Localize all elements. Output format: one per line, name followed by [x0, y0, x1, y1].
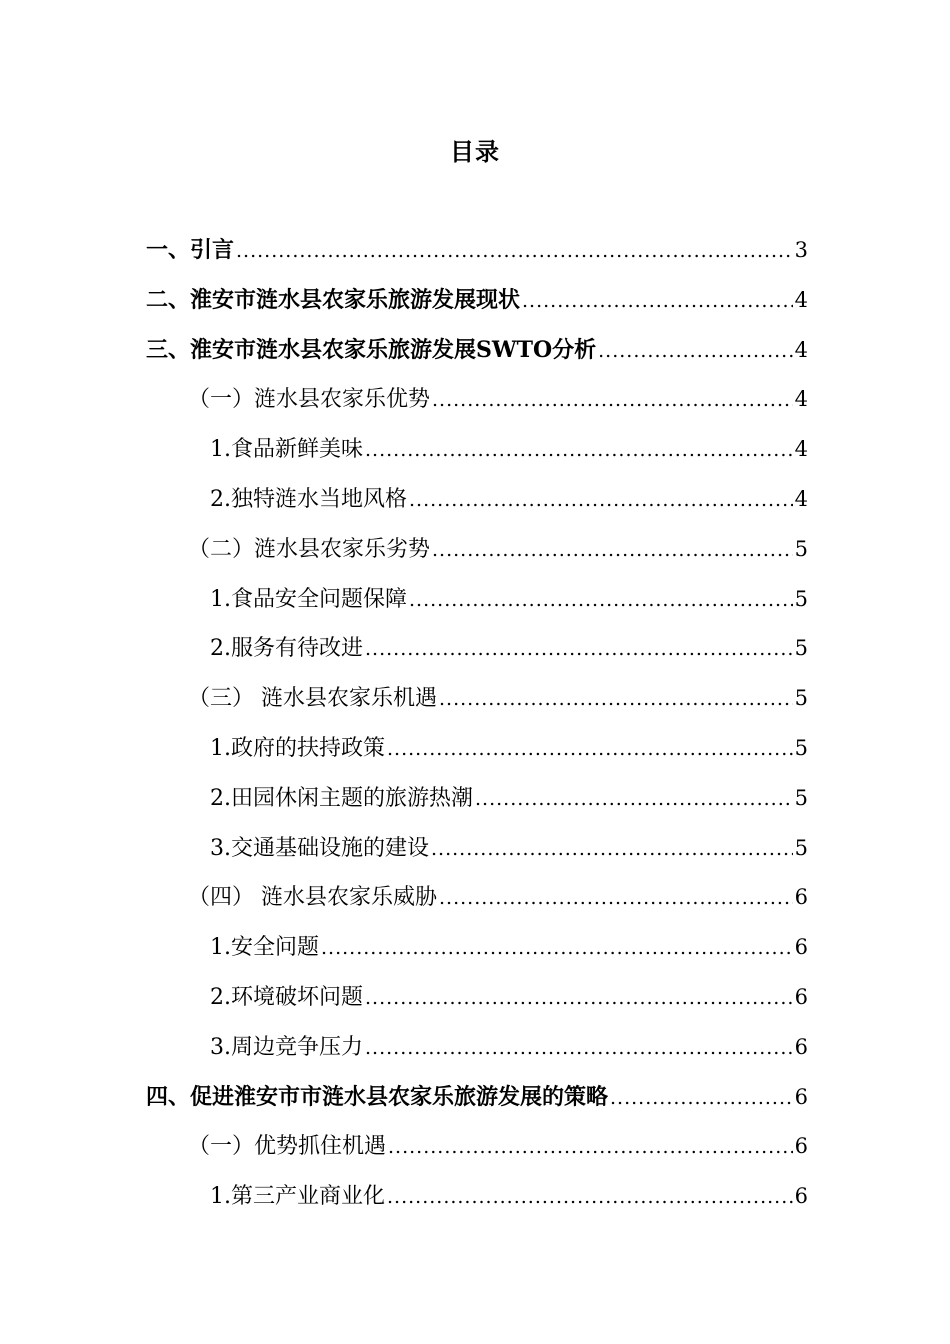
toc-dot-leader: [475, 775, 793, 825]
toc-entry-page-number: 6: [794, 1084, 808, 1109]
toc-entry[interactable]: [146, 375, 808, 425]
toc-dot-leader: [432, 526, 793, 576]
toc-entry-label: 1.第三产业商业化: [210, 1184, 385, 1210]
toc-dot-leader: [387, 1173, 793, 1223]
toc-entry-label: 一、引言: [146, 237, 235, 263]
toc-dot-leader: [387, 725, 793, 775]
toc-entry-label: 四、促进淮安市市涟水县农家乐旅游发展的策略: [146, 1083, 609, 1110]
toc-entry[interactable]: [146, 824, 808, 874]
toc-dot-leader: [321, 924, 793, 974]
toc-entry-label: 二、淮安市涟水县农家乐旅游发展现状: [146, 286, 521, 313]
toc-dot-leader: [432, 376, 793, 426]
toc-entry[interactable]: [146, 923, 808, 973]
toc-dot-leader: [365, 1024, 793, 1074]
toc-entry-label: 2.服务有待改进: [210, 636, 363, 662]
toc-entry-label: 2.环境破坏问题: [210, 984, 363, 1010]
toc-dot-leader: [409, 476, 793, 526]
toc-entry[interactable]: [146, 624, 808, 674]
toc-entry[interactable]: [146, 973, 808, 1023]
toc-entry-label: 1.安全问题: [210, 935, 319, 961]
toc-entry-label: 1.食品新鲜美味: [210, 437, 363, 463]
toc-entry[interactable]: [146, 1073, 808, 1123]
toc-dot-leader: [431, 825, 793, 875]
toc-entry-label: 1.政府的扶持政策: [210, 735, 385, 761]
toc-dot-leader: [598, 327, 792, 377]
toc-entry[interactable]: [146, 276, 808, 326]
toc-dot-leader: [388, 1123, 793, 1173]
toc-entry-label: 2.独特涟水当地风格: [210, 486, 407, 512]
toc-entry-page-number: 6: [794, 1134, 808, 1159]
toc-list: [146, 226, 808, 1222]
toc-entry-page-number: 6: [794, 885, 808, 910]
toc-entry-label: 3.周边竞争压力: [210, 1034, 363, 1060]
toc-entry-label: 3.交通基础设施的建设: [210, 835, 429, 861]
toc-dot-leader: [409, 576, 793, 626]
toc-entry[interactable]: [146, 1172, 808, 1222]
toc-entry-page-number: 4: [794, 337, 808, 362]
toc-entry-page-number: 5: [794, 636, 808, 661]
toc-entry-page-number: 6: [794, 935, 808, 960]
toc-entry-page-number: 5: [794, 686, 808, 711]
toc-entry-page-number: 5: [794, 835, 808, 860]
toc-entry[interactable]: [146, 525, 808, 575]
toc-dot-leader: [439, 874, 793, 924]
toc-entry-page-number: 4: [794, 486, 808, 511]
toc-dot-leader: [439, 675, 793, 725]
toc-entry[interactable]: [146, 724, 808, 774]
toc-dot-leader: [365, 625, 793, 675]
toc-entry-label: （一）优势抓住机遇: [188, 1134, 387, 1160]
toc-dot-leader: [365, 426, 793, 476]
toc-entry-label: 三、淮安市涟水县农家乐旅游发展SWTO分析: [146, 336, 597, 363]
toc-dot-leader: [522, 277, 793, 327]
toc-entry-page-number: 4: [794, 437, 808, 462]
toc-entry-label: 1.食品安全问题保障: [210, 586, 407, 612]
toc-dot-leader: [236, 227, 793, 277]
toc-entry-page-number: 5: [794, 785, 808, 810]
toc-dot-leader: [365, 974, 793, 1024]
toc-entry[interactable]: [146, 326, 808, 376]
toc-entry-page-number: 6: [794, 984, 808, 1009]
toc-entry-label: （二）涟水县农家乐劣势: [188, 536, 431, 562]
toc-entry[interactable]: [146, 1023, 808, 1073]
toc-entry-page-number: 4: [794, 287, 808, 312]
toc-entry[interactable]: [146, 674, 808, 724]
toc-entry-label: （一）涟水县农家乐优势: [188, 387, 431, 413]
toc-entry[interactable]: [146, 774, 808, 824]
toc-entry[interactable]: [146, 226, 808, 276]
toc-entry-page-number: 5: [794, 536, 808, 561]
toc-entry-page-number: 3: [794, 238, 808, 262]
toc-entry-page-number: 4: [794, 387, 808, 412]
toc-title: 目录: [450, 137, 500, 166]
toc-entry-page-number: 5: [794, 586, 808, 611]
toc-dot-leader: [610, 1074, 793, 1124]
toc-entry-page-number: 6: [794, 1184, 808, 1209]
toc-entry[interactable]: [146, 575, 808, 625]
toc-entry[interactable]: [146, 873, 808, 923]
toc-entry-label: 2.田园休闲主题的旅游热潮: [210, 785, 473, 811]
toc-entry[interactable]: [146, 1122, 808, 1172]
toc-entry[interactable]: [146, 425, 808, 475]
toc-entry[interactable]: [146, 475, 808, 525]
toc-entry-label: （四） 涟水县农家乐威胁: [188, 885, 437, 911]
toc-entry-page-number: 5: [794, 735, 808, 760]
toc-entry-label: （三） 涟水县农家乐机遇: [188, 686, 437, 712]
toc-entry-page-number: 6: [794, 1034, 808, 1059]
